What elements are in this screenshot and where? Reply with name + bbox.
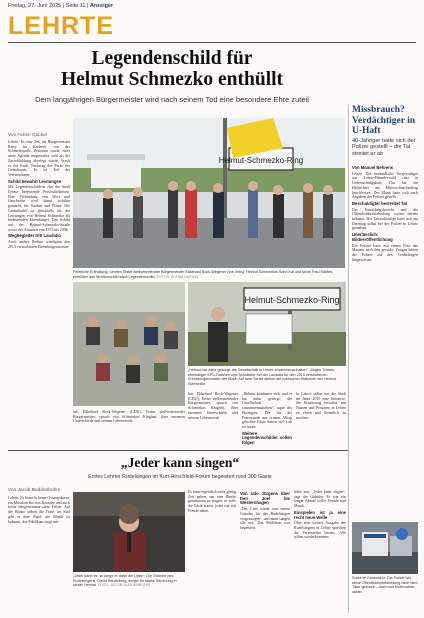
paper-name: Anzeiger — [89, 3, 114, 9]
feature-subhead: Erstes Lehrter Rudelsingen im Kurt-Hirschfeld-Forum begeistert rund 300 Gäste — [88, 474, 272, 480]
sidebar-paragraph-2: Der Ermittlungsbericht und die Öffentlichkeitsfahndung waren bereits bekannt. Der Tatverdächtige hatte sich am Dienstag selbst bei der Polizei in Lehrte gemeldet. — [352, 207, 418, 231]
feature-column-4 — [294, 490, 346, 614]
section-rubric: LEHRTE — [8, 12, 114, 40]
lead-headline-line2: Helmut Schmezko enthüllt — [60, 69, 284, 90]
feature-paragraph-1: Lehrte. Es braucht keine Gesangskurse, ein Musikverbot von Karaoke und auch keine Sängerstimme ohne Fehler. Auf der Bühne stehen die Texte, im Saal gibt es eine Band, die Musik ist bekannt, das Publikum singt mit. — [8, 496, 70, 524]
sidebar-article-body — [352, 164, 418, 519]
lead-photo-credit: FOTOS: ACHIM GÜCKEL — [156, 274, 199, 279]
lead-column-below-photo — [73, 410, 185, 448]
lead-column-3 — [242, 392, 292, 448]
lead-paragraph-1: Mit Legendenschildern ehrt die Stadt Lehrte bedeutende Persönlichkeiten. Eine Verbindung von Wort und Geschichte wird damit sichtbar gemacht, für Straßen und Plätze. Die Gedenktafel ist gleichfalls für die Leistungen von Helmut Schmezko als bedeutenden Ehrenbürger. Das Schild auf der Helmut-Schmezko-Straße sowie der Amtszeit von 1972 bis 2006. — [8, 185, 70, 232]
lead-column-1 — [8, 140, 70, 448]
sidebar-byline: Von Manuel Behrens — [352, 165, 394, 170]
lead-paragraph-col2: hat. Ekkehard Bock-Wegener (CDU), Erster stellvertretender Bürgermeister, sprach von Schmezkos Klugheit, ihrer enormen Unterschiede und seinem Lebenswerk. — [188, 392, 238, 420]
dateline-text: Freitag, 27. Juni 2025 | Seite 11 — [8, 3, 86, 9]
lead-paragraph-2: Auch andere Redner würdigten den 2013 verstorbenen Ehrenbürgermeister. — [8, 240, 70, 249]
laudatio-photo — [188, 282, 346, 366]
feature-column-3 — [240, 490, 290, 614]
sidebar-photo-caption: Sucht im Feuerwehr: Die Polizei hat seine Öffentlichkeitsfahndung nach dem Täter gesucht – doch nun bleibt weiter sicher. — [352, 576, 418, 594]
sidebar-subhead: 40-Jähriger hatte sich der Polizei gestellt – die Tat streitet er ab — [352, 138, 416, 157]
lead-paragraph-col4: In Lehrte selbst trat die Stadt im Jahre 2019 eine Initiative, die Erinnerung bewahrt, um Namen und Personen in Lehrte zu ehren und kenntlich zu machen. — [296, 392, 346, 420]
sidebar-subheading-1: Beschuldigter bestreitet Tat — [352, 200, 408, 206]
sidebar-photo — [352, 522, 418, 574]
lead-headline-line1: Legendenschild für — [91, 48, 253, 69]
feature-paragraph-3: „Das Lied wurde von einem Gründer für das Rudelsingen vorgesungen“, und dann sangen alle mit. Das Publikum war begeistert. — [240, 507, 290, 530]
feature-subheading-2: Einspielen ist ja eine recht neue Welle — [294, 509, 346, 520]
feature-photo-caption — [73, 574, 185, 588]
feature-paragraph-5: Über eine weitere Ausgabe des Rudelsingens in Lehrte sprechen die Veranstalter bereits. Alle sollen wiederkommen. — [294, 521, 346, 540]
lead-subhead: Dem langjährigen Bürgermeister wird nach seinem Tod eine besondere Ehre zuteil — [35, 95, 309, 104]
lead-column-4 — [296, 392, 346, 448]
street-sign-text: Helmut-Schmezko-Ring — [218, 156, 304, 165]
lead-column-2 — [188, 392, 238, 448]
feature-column-2 — [188, 490, 236, 614]
feature-headline: „Jeder kann singen“ — [120, 455, 240, 470]
lead-intro: Lehrte. Es eine Zeit als Bürgermeister Reise bis Kaderstr. von der Schmelzstraße. Zeitraum wurde einer seine Agenda umgestaltet, weil als die Zurückbildung überlegt wurde, brach er das Ende. Nachtrag des Parks der Gründerzeit. Es ist Teil der Vereinsräume. — [8, 140, 70, 177]
feature-subheading-1: Von Udo Jürgens über Den Joel bis Westernhagen — [240, 491, 290, 506]
dateline: Freitag, 27. Juni 2025 | Seite 11 | Anzeiger — [8, 3, 114, 9]
feature-photo — [73, 492, 185, 572]
laudatio-sign-text: Helmut-Schmezko-Ring — [244, 295, 340, 305]
audience-photo — [73, 282, 185, 406]
sidebar-paragraph-3: Die Polizei hatte mit einem Foto des Mannes nach ihm gesucht. Zeugen hatten die Polizei auf den Verdächtigen hingewiesen. — [352, 243, 418, 262]
feature-column-1 — [8, 496, 70, 614]
feature-paragraph-2: Es kann eigentlich nicht genug Zeit geben, um eine Runde gemeinsam zu singen, so viele die Gäste waren, jeder war mit Freude dabei. — [188, 490, 236, 513]
lead-subheading-3: Weitere Legendenschilder sollen folgen — [242, 430, 292, 446]
feature-photo-credit: FOTO: JACOB BUDDENBOHM — [97, 583, 150, 587]
sidebar-paragraph: Lehrte. Der mutmaßliche Vergewaltiger aus Lehrte-Hämelerwald sitzt in Untersuchungshaft. Das hat ein Haftrichter am Mittwochnachmittag beschlossen. Der Mann hatte sich nach Angaben der Polizei gestellt. — [352, 171, 418, 200]
lead-photo-caption-text: Feierliche Enthüllung: Lehrtes Erster stellvertretender Bürgermeister Ekkehard Bock-Wegener (von links), Helmut Schmezkos Sohn Kai und seine Frau Marlies enthüllen das Straßenschild samt Legendenschild. — [73, 270, 333, 279]
lead-photo-caption — [73, 270, 345, 279]
lead-subheading-1: Schild bewahrt Leistungen — [8, 178, 62, 184]
lead-paragraph-below-photo: hat. Ekkehard Bock-Wegener (CDU), Erster stellvertretender Bürgermeister, sprach von Schmezkos Klugheit, ihrer enormen Unterschiede und seinem Lebenswerk. — [73, 410, 185, 424]
lead-photo — [73, 118, 345, 268]
feature-byline: Von Jacob Buddenbohm — [8, 488, 61, 493]
lead-subheading-2: Wegbegleiter tritt Laudatio — [8, 233, 61, 239]
masthead-rule — [8, 42, 416, 43]
sidebar-divider — [348, 105, 349, 613]
lead-byline: Von Achim Gückel — [8, 133, 47, 138]
feature-paragraph-4: lehre war, „Jeder kann singen“, sagt der Gründer. Es war ein langer Abend voller Freude und Musik. — [294, 490, 346, 509]
lead-paragraph-col3: „Helmut kümmerte sich, und er hat dafür gesorgt, die Gesellschaft zusammenzuhalten“, sagte der Ehrengast. Die für die Feierstunde aus seinem Alltag geholten Gäste hatten viel Lob zu hören. — [242, 392, 292, 429]
laudatio-photo-caption: „Helmut hat dafür gesorgt, die Gesellschaft in Lehrte zusammenzuhalten“: Jürgen Trewes, ehemaliger SPD-Ratsherr und Schulleiter bei der Laudatio für den 2013 verstorbenen Ehrenbürgermeister der Stadt. Auf dem Schild stehen die politischen Stationen von Helmut Schmezko. — [188, 368, 336, 386]
story-divider — [8, 450, 348, 451]
sidebar-subheading-2: Unerlässlich: Bildveröffentlichung — [352, 232, 393, 242]
lead-headline — [40, 48, 304, 90]
sidebar-headline: Missbrauch? Verdächtiger in U-Haft — [352, 105, 416, 137]
feature-photo-caption-text: „Jeder kann es, so lange er dafür die Liebe“: Die Gründer des Rudelsingens, David Rauterberg, sorgte für starke Stimmung in seiner Heimat. — [73, 574, 177, 587]
